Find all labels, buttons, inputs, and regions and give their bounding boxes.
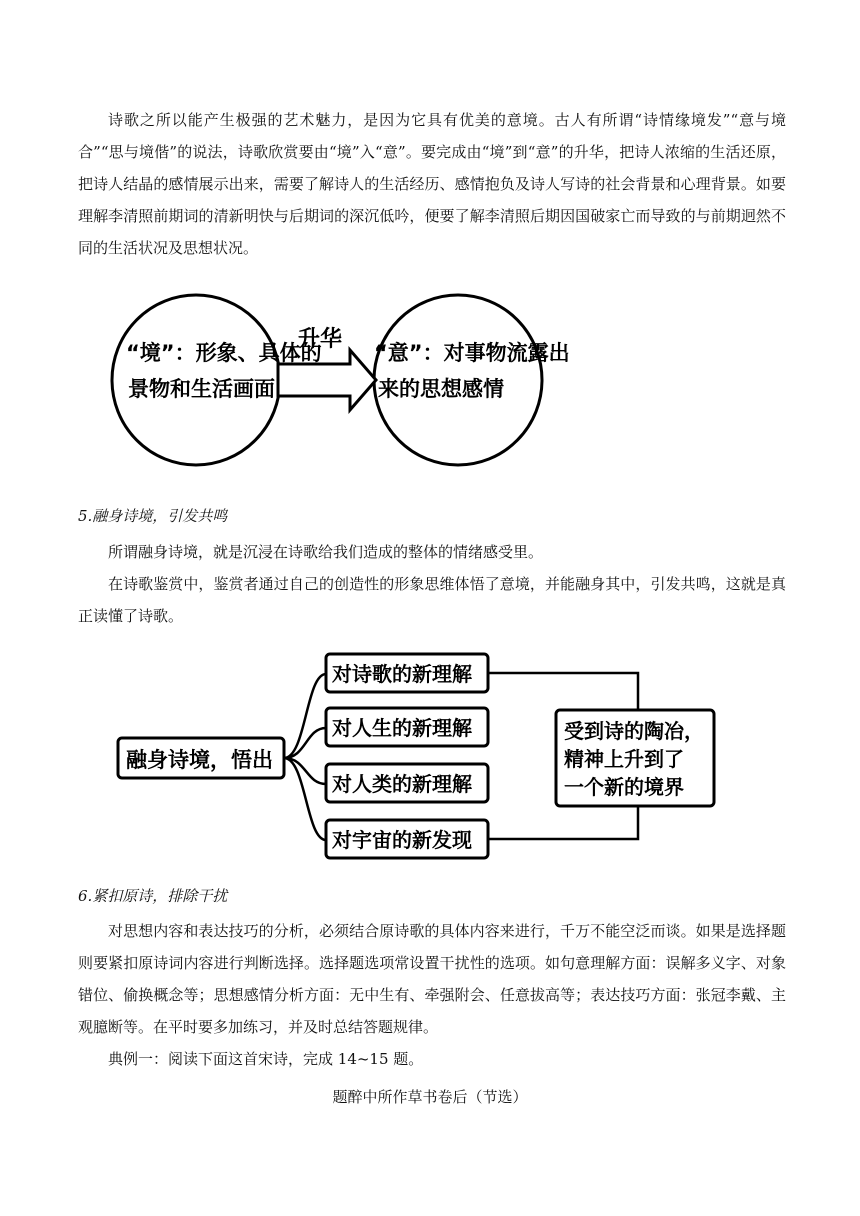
branch-text-4: 对宇宙的新发现 bbox=[332, 828, 472, 852]
result-text-line1: 受到诗的陶冶， bbox=[564, 719, 704, 743]
jing-text-line2: 景物和生活画面 bbox=[128, 377, 275, 401]
result-text-line2: 精神上升到了 bbox=[564, 747, 684, 771]
example-intro: 典例一：阅读下面这首宋诗，完成 14~15 题。 bbox=[108, 1050, 424, 1068]
jing-yi-diagram bbox=[110, 288, 570, 478]
branch-text-3: 对人类的新理解 bbox=[332, 772, 472, 796]
branch-text-2: 对人生的新理解 bbox=[332, 716, 472, 740]
intro-paragraph: 诗歌之所以能产生极强的艺术魅力，是因为它具有优美的意境。古人有所谓“诗情缘境发”“意与境合”“思与境偕”的说法，诗歌欣赏要由“境”入“意”。要完成由“境”到“意”的升华，把诗人浓缩的生活还原，把诗人结晶的感情展示出来，需要了解诗人的生活经历、感情抱负及诗人写诗的社会背景和心理背景。如要理解李清照前期词的清新明快与后期词的深沉低吟，便要了解李清照后期因国破家亡而导致的与前期迥然不同的生活状况及思想状况。 bbox=[78, 111, 786, 257]
branch-curve-2 bbox=[284, 728, 326, 758]
root-text: 融身诗境，悟出 bbox=[126, 748, 273, 772]
section6-para1: 对思想内容和表达技巧的分析，必须结合原诗歌的具体内容来进行，千万不能空泛而谈。如果是选择题则要紧扣原诗词内容进行判断选择。选择题选项常设置干扰性的选项。如句意理解方面：误解多义字、对象错位、偷换概念等；思想感情分析方面：无中生有、牵强附会、任意拔高等；表达技巧方面：张冠李戴、主观臆断等。在平时要多加练习，并及时总结答题规律。 bbox=[78, 922, 786, 1036]
section5-para2: 在诗歌鉴赏中，鉴赏者通过自己的创造性的形象思维体悟了意境，并能融身其中，引发共鸣，这就是真正读懂了诗歌。 bbox=[78, 575, 786, 625]
yi-text-line2: 来的思想感情 bbox=[378, 377, 504, 401]
section5-heading: 5.融身诗境，引发共鸣 bbox=[78, 507, 228, 525]
yi-text-line1: “意”：对事物流露出 bbox=[374, 341, 570, 365]
poem-title: 题醉中所作草书卷后（节选） bbox=[332, 1088, 528, 1106]
result-text-line3: 一个新的境界 bbox=[564, 775, 684, 799]
arrow-label: 升华 bbox=[298, 327, 343, 352]
section6-heading: 6.紧扣原诗，排除干扰 bbox=[78, 887, 228, 905]
section5-para1: 所谓融身诗境，就是沉浸在诗歌给我们造成的整体的情绪感受里。 bbox=[108, 543, 544, 561]
immersion-diagram bbox=[110, 644, 730, 864]
branch-text-1: 对诗歌的新理解 bbox=[332, 662, 472, 686]
jing-text-line1: “境”：形象、具体的 bbox=[126, 341, 322, 365]
